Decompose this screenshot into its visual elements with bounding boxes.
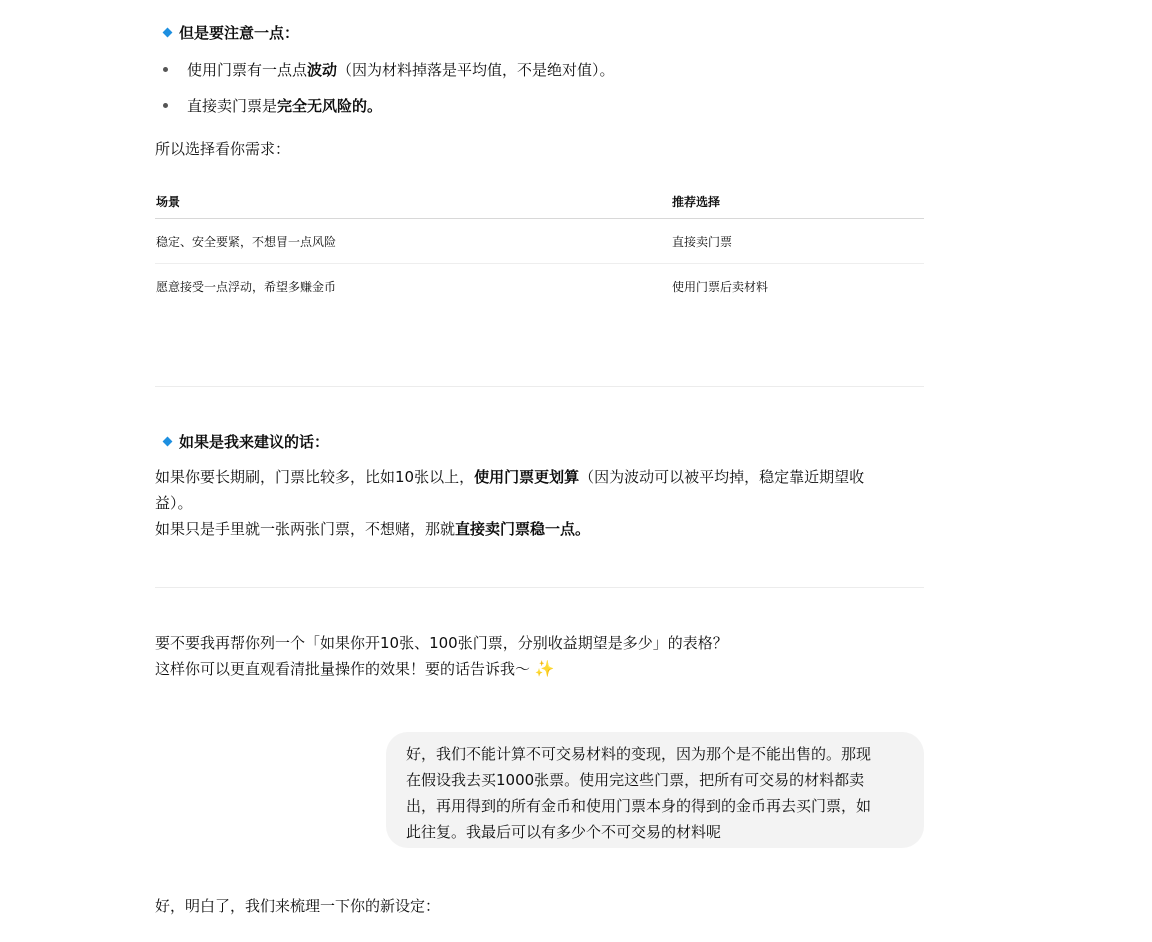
offer-paragraph [155,630,728,682]
bullet-dot-icon [163,67,168,72]
table-header-row [155,184,924,219]
bullet-dot-icon [163,103,168,108]
offer-line: 这样你可以更直观看清批量操作的效果！要的话告诉我～ ✨ [155,659,555,678]
table-cell: 愿意接受一点浮动，希望多赚金币 [156,279,337,294]
section-heading-caution [160,22,299,43]
choice-intro: 所以选择看你需求： [155,140,291,158]
message-line: 在假设我去买1000张票。使用完这些门票，把所有可交易的材料都卖 [406,771,865,789]
bullet-text: 使用门票有一点点波动（因为材料掉落是平均值，不是绝对值）。 [187,61,615,79]
table-row [155,264,924,308]
sparkle-icon: ✨ [534,659,555,678]
table-cell: 稳定、安全要紧，不想冒一点风险 [156,234,337,249]
blue-diamond-icon [163,437,173,447]
table-header-cell: 推荐选择 [672,194,721,209]
heading-text: 但是要注意一点： [179,24,300,42]
table-row [155,219,924,264]
message-line: 好，我们不能计算不可交易材料的变现，因为那个是不能出售的。那现 [406,745,872,763]
message-line: 出，再用得到的所有金币和使用门票本身的得到的金币再去买门票，如 [406,797,872,815]
bullet-item [163,59,615,80]
bullet-item [163,95,382,116]
table-cell: 直接卖门票 [672,234,733,249]
blue-diamond-icon [163,28,173,38]
suggestion-paragraph: 如果你要长期刷，门票比较多，比如10张以上，使用门票更划算（因为波动可以被平均掉，稳定靠近期望收 益）。 如果只是手里就一张两张门票，不想赌，那就直接卖门票稳一点。 [155,468,865,538]
section-divider [155,386,924,387]
heading-text: 如果是我来建议的话： [179,433,330,451]
assistant-reply-start: 好，明白了，我们来梳理一下你的新设定： [155,897,441,915]
recommendation-table [155,184,924,308]
offer-line: 要不要我再帮你列一个「如果你开10张、100张门票，分别收益期望是多少」的表格？ [155,634,728,652]
table-cell: 使用门票后卖材料 [672,279,769,294]
section-heading-suggestion [160,431,329,452]
bullet-text: 直接卖门票是完全无风险的。 [187,97,383,115]
section-divider [155,587,924,588]
table-header-cell: 场景 [156,194,181,209]
message-line: 此往复。我最后可以有多少个不可交易的材料呢 [406,823,722,841]
user-message-bubble [386,732,924,848]
